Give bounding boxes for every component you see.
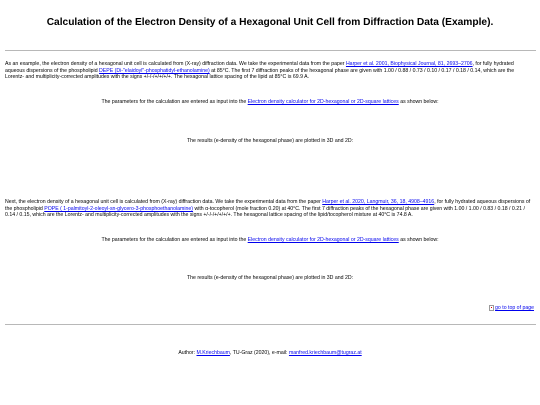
example2-parameters-line: [0, 237, 540, 244]
footer-divider: [5, 324, 536, 325]
go-to-top-link[interactable]: [489, 305, 534, 312]
broken-image-icon: [489, 305, 494, 311]
example2-text-c: with α-tocopherol (mole fraction 0.20) at 40°C. The first 7 diffraction peaks of the hexagonal phase are given with 1.00 / 1.00 / 0.83 / 0.18 / 0.21 / 0.14 / 0.15, which are the Lorentz- and multiplicity-corrected amplitudes with the signs +/-/-/+/+/+/+. The hexagonal lattice spacing of the lipid/tocopherol mixture at 40°C is 74.8 A.: [5, 205, 525, 219]
example2-paragraph: [5, 199, 533, 219]
example2-params-text-a: The parameters for the calculation are entered as input into the: [101, 237, 248, 243]
example2-text-b: , for fully hydrated aqueous dispersions of the phospholipid: [5, 199, 531, 212]
example2-params-text-b: as shown below:: [398, 237, 439, 243]
example1-reference-link[interactable]: Harper et al. 2001, Biophysical Journal, 81, 2693–2706: [345, 61, 473, 67]
footer-text-a: Author:: [178, 350, 197, 356]
footer: [0, 350, 540, 357]
example2-text-a: Next, the electron density of a hexagonal unit cell is calculated from (X-ray) diffraction data. We take the experimental data from the paper: [5, 199, 323, 205]
example2-reference-link[interactable]: Harper et al. 2020, Langmuir, 36, 18, 4908–4916: [322, 199, 435, 205]
example2-results-line: The results (e-density of the hexagonal phase) are plotted in 3D and 2D:: [186, 275, 354, 281]
footer-text-b: , TU-Graz (2020), e-mail:: [229, 350, 289, 356]
email-link[interactable]: manfred.kriechbaum@tugraz.at: [288, 350, 362, 356]
example1-parameters-line: [0, 99, 540, 106]
example1-results-line: The results (e-density of the hexagonal phase) are plotted in 3D and 2D:: [186, 138, 354, 144]
example1-lipid-link[interactable]: DEPE (Di-"elaidoyl"-phosphatidyl-ethanolamine): [99, 67, 210, 74]
page-title: Calculation of the Electron Density of a Hexagonal Unit Cell from Diffraction Data (Example).: [46, 17, 494, 28]
example1-paragraph: [5, 61, 533, 81]
example1-calculator-link[interactable]: Electron density calculator for 2D-hexagonal or 2D-square lattices: [247, 99, 399, 105]
example1-text-b: , for fully hydrated aqueous dispersions of the phospholipid: [5, 61, 514, 74]
divider: [5, 50, 536, 51]
example2-lipid-link[interactable]: POPE ( 1-palmitoyl-2-oleoyl-sn-glycero-3-phosphoethanolamine): [44, 205, 194, 212]
go-to-top-label: go to top of page: [495, 305, 534, 311]
example1-params-text-a: The parameters for the calculation are entered as input into the: [101, 99, 248, 105]
example1-params-text-b: as shown below:: [398, 99, 439, 105]
author-link[interactable]: M.Kriechbaum: [196, 350, 230, 356]
example2-calculator-link[interactable]: Electron density calculator for 2D-hexagonal or 2D-square lattices: [247, 237, 399, 243]
example1-text-c: at 85°C. The first 7 diffraction peaks of the hexagonal phase are given with 1.00 / 0.88 / 0.73 / 0.10 / 0.17 / 0.18 / 0.14, which are the Lorentz- and multiplicity-corrected amplitudes with the signs +/-/-/+/+/+/+. The hexagonal lattice spacing of the lipid at 85°C is 69.9 A.: [5, 67, 515, 81]
example1-text-a: As an example, the electron density of a hexagonal unit cell is calculated from (X-ray) diffraction data. We take the experimental data from the paper: [5, 61, 346, 67]
